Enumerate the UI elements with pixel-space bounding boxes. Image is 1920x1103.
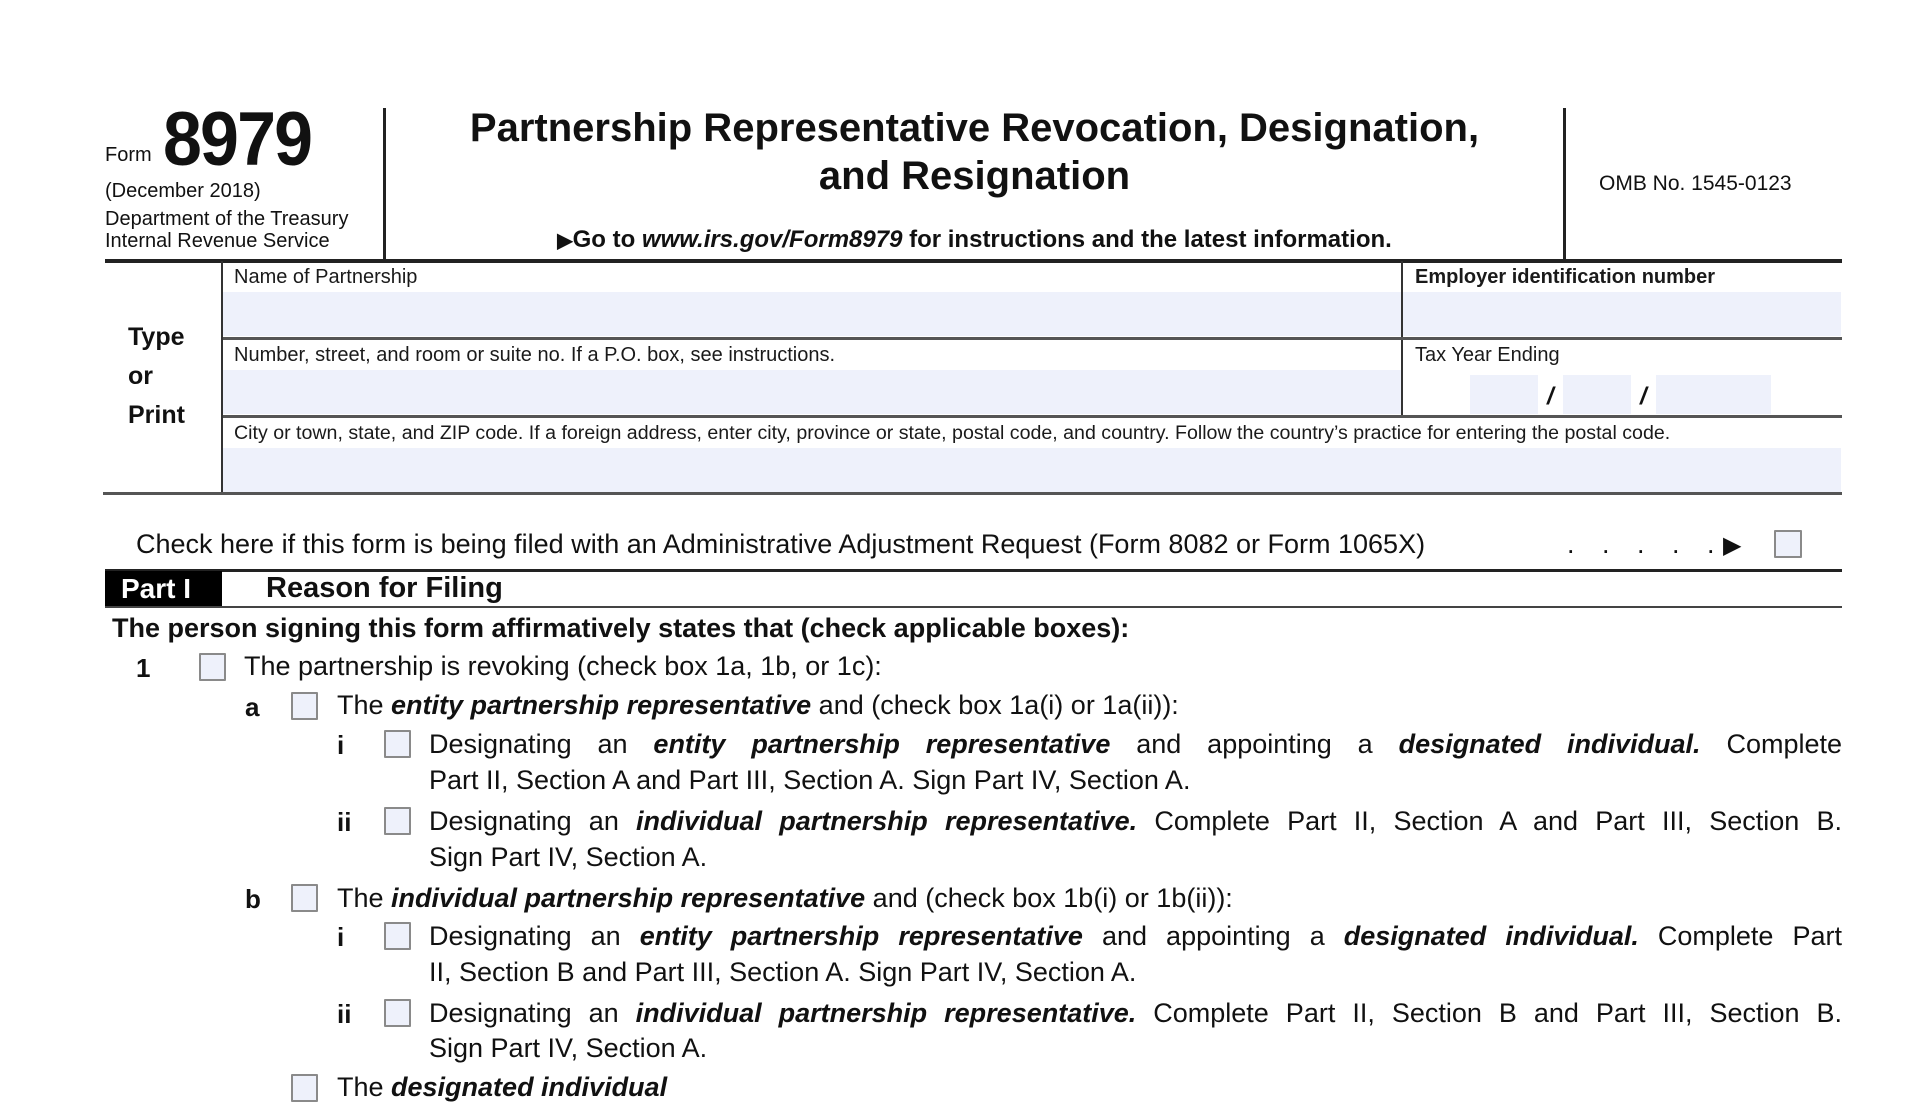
arrow-right-icon: ▶ xyxy=(557,230,573,252)
row-roman: ii xyxy=(337,807,352,837)
partnership-name-label: Name of Partnership xyxy=(234,266,418,288)
city-input[interactable] xyxy=(223,448,1841,492)
checkbox-1[interactable] xyxy=(199,653,226,681)
form-number: 8979 xyxy=(163,97,312,182)
title-line2: and Resignation xyxy=(818,154,1131,198)
aar-leader-dots: . . . . . xyxy=(1567,529,1725,559)
instructions-link[interactable]: www.irs.gov/Form8979 xyxy=(641,226,903,253)
header-bottom-rule xyxy=(105,259,1842,263)
tax-year-month-input[interactable] xyxy=(1470,375,1538,414)
partnership-name-input[interactable] xyxy=(223,292,1401,336)
aar-checkbox[interactable] xyxy=(1774,530,1802,558)
street-label: Number, street, and room or suite no. If a P.O. box, see instructions. xyxy=(234,344,836,366)
row-letter: b xyxy=(245,884,261,914)
item-1b-ii-line2: Sign Part IV, Section A. xyxy=(429,1033,708,1063)
date-separator: / xyxy=(1547,383,1554,410)
type-or-print-label: Type or Print xyxy=(128,323,185,429)
part1-title: Reason for Filing xyxy=(266,572,503,604)
arrow-right-icon: ▶ xyxy=(1723,532,1742,559)
row-letter: a xyxy=(245,692,260,722)
aar-check-label: Check here if this form is being filed with an Administrative Adjustment Request (Form 8082 or Form 1065X) xyxy=(136,529,1426,559)
checkbox-1a[interactable] xyxy=(291,692,318,720)
item-1a-ii-line1: Designating an individual partnership representative. Complete Part II, Section A and Part III, Section B. xyxy=(429,806,1842,836)
part1-statement: The person signing this form affirmatively states that (check applicable boxes): xyxy=(112,613,1130,643)
item-1b-i-line2: II, Section B and Part III, Section A. Sign Part IV, Section A. xyxy=(429,957,1137,987)
checkbox-1c[interactable] xyxy=(291,1074,318,1102)
checkbox-1a-i[interactable] xyxy=(384,730,411,758)
item-1-text: The partnership is revoking (check box 1a, 1b, or 1c): xyxy=(244,651,882,681)
item-1b-i-line1: Designating an entity partnership representative and appointing a designated individual. Complete Part xyxy=(429,921,1842,951)
item-1b-text: The individual partnership representative and (check box 1b(i) or 1b(ii)): xyxy=(337,883,1233,913)
form-revision: (December 2018) xyxy=(105,180,261,202)
item-1c-text-partial: The designated individual xyxy=(337,1072,668,1102)
form-title xyxy=(386,104,1563,200)
part1-badge: Part I xyxy=(105,571,222,607)
city-label: City or town, state, and ZIP code. If a foreign address, enter city, province or state, postal code, and country. Follow the country’s practice for entering the postal code. xyxy=(234,422,1671,444)
row-roman: ii xyxy=(337,999,352,1029)
street-input[interactable] xyxy=(223,370,1401,414)
dept-line2: Internal Revenue Service xyxy=(105,230,330,252)
row-number: 1 xyxy=(136,653,151,683)
checkbox-1a-ii[interactable] xyxy=(384,807,411,835)
ein-label: Employer identification number xyxy=(1415,266,1716,288)
item-1a-ii-line2: Sign Part IV, Section A. xyxy=(429,842,708,872)
dept-line1: Department of the Treasury xyxy=(105,208,349,230)
row-roman: i xyxy=(337,730,345,760)
header-divider-right xyxy=(1563,108,1566,261)
item-1a-text: The entity partnership representative and (check box 1a(i) or 1a(ii)): xyxy=(337,690,1179,720)
tax-year-day-input[interactable] xyxy=(1563,375,1631,414)
item-1b-ii-line1: Designating an individual partnership representative. Complete Part II, Section B and Part III, Section B. xyxy=(429,998,1843,1028)
tax-year-ending-label: Tax Year Ending xyxy=(1415,344,1560,366)
row1-rule xyxy=(223,337,1842,340)
row-roman: i xyxy=(337,922,345,952)
item-1a-i-line2: Part II, Section A and Part III, Section A. Sign Part IV, Section A. xyxy=(429,765,1191,795)
omb-number: OMB No. 1545-0123 xyxy=(1599,172,1792,195)
form-prefix: Form xyxy=(105,144,152,166)
part1-bottom-rule xyxy=(105,606,1842,608)
date-separator: / xyxy=(1640,383,1647,410)
tax-year-year-input[interactable] xyxy=(1656,375,1771,414)
ein-input[interactable] xyxy=(1403,292,1841,336)
checkbox-1b-ii[interactable] xyxy=(384,999,411,1027)
instructions-line: ▶Go to www.irs.gov/Form8979 for instructions and the latest information. xyxy=(557,226,1392,253)
title-line1: Partnership Representative Revocation, Designation, xyxy=(469,106,1480,150)
item-1a-i-line1: Designating an entity partnership representative and appointing a designated individual. Complete xyxy=(429,729,1842,759)
id-block-bottom-rule xyxy=(103,492,1842,495)
row2-rule xyxy=(223,415,1842,418)
checkbox-1b[interactable] xyxy=(291,884,318,912)
checkbox-1b-i[interactable] xyxy=(384,922,411,950)
